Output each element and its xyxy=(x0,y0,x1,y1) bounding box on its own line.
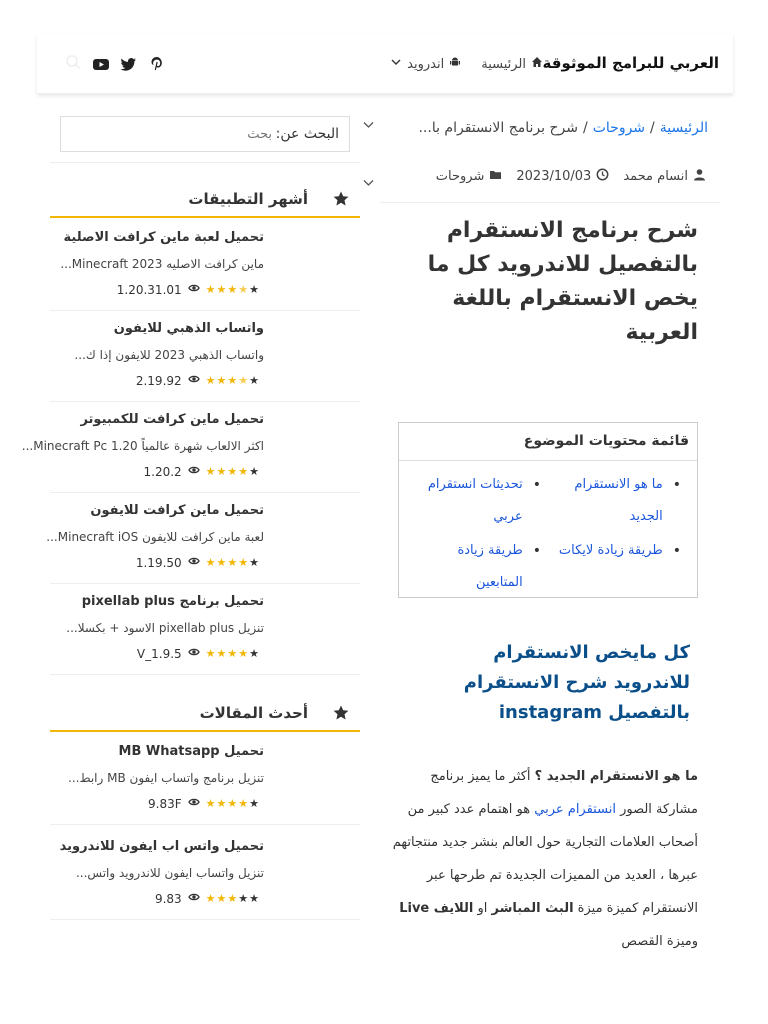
post-date-value: 2023/10/03 xyxy=(516,169,592,184)
app-title[interactable]: تحميل واتس اب ايفون للاندرويد xyxy=(59,839,264,854)
eye-icon xyxy=(188,796,200,811)
user-icon xyxy=(693,168,706,185)
search-label: البحث عن: xyxy=(275,126,339,142)
app-description: تنزيل برنامج واتساب ايفون MB رابط... xyxy=(68,771,264,785)
app-description: واتساب الذهبي 2023 للايفون إذا ك... xyxy=(74,348,264,362)
site-header xyxy=(37,34,733,94)
section-heading: كل مايخص الانستقرام للاندرويد شرح الانستقرام بالتفصيل instagram xyxy=(463,642,690,723)
twitter-icon[interactable] xyxy=(120,55,138,77)
list-item[interactable] xyxy=(50,311,360,402)
widget-title: أشهر التطبيقات xyxy=(188,190,308,208)
app-title[interactable]: تحميل ماين كرافت للكمبيوتر xyxy=(80,412,264,427)
clock-icon xyxy=(596,168,609,185)
breadcrumb-home[interactable]: الرئيسية xyxy=(659,120,708,136)
body-bold: اللايف Live xyxy=(399,901,474,916)
toc-item[interactable]: • تحديثات انستقرام عربي xyxy=(411,469,541,533)
site-title[interactable]: العربي للبرامج الموثوقة xyxy=(542,54,719,72)
youtube-icon[interactable] xyxy=(92,55,110,77)
app-version: 9.83 xyxy=(154,891,182,906)
app-rating-row xyxy=(144,464,261,479)
breadcrumb-separator: / xyxy=(650,120,655,136)
sidebar-search xyxy=(60,116,350,152)
list-item[interactable] xyxy=(50,734,360,825)
app-version: 2.19.92 xyxy=(135,373,182,388)
divider xyxy=(380,202,720,203)
app-title[interactable]: تحميل MB Whatsapp xyxy=(118,744,264,759)
toc-item-label: تحديثات انستقرام عربي xyxy=(427,477,523,524)
app-rating-row xyxy=(155,891,260,906)
app-version: V_1.9.5 xyxy=(136,646,182,661)
toc-item[interactable]: • طريقة زيادة لايكات xyxy=(551,535,681,599)
toc-item-label: طريقة زيادة لايكات xyxy=(558,543,663,558)
app-description: اكثر الالعاب شهرة عالمياً Minecraft Pc 1.20... xyxy=(21,439,264,453)
eye-icon xyxy=(188,891,200,906)
nav-android[interactable] xyxy=(390,56,461,72)
toc-item-label: طريقة زيادة المتابعين xyxy=(457,543,523,590)
post-category[interactable] xyxy=(436,168,503,185)
app-rating-row xyxy=(137,646,260,661)
breadcrumb xyxy=(378,120,708,136)
folder-icon xyxy=(489,168,502,185)
post-date xyxy=(516,168,609,185)
search-icon[interactable] xyxy=(65,54,81,74)
widget-title: أحدث المقالات xyxy=(199,704,308,722)
body-link[interactable]: انستقرام عربي xyxy=(534,802,616,817)
app-description: لعبة ماين كرافت للايفون Minecraft iOS... xyxy=(46,530,264,544)
search-input[interactable] xyxy=(67,121,272,147)
post-author[interactable] xyxy=(623,168,706,185)
eye-icon xyxy=(188,464,200,479)
nav-home[interactable] xyxy=(481,56,543,72)
eye-icon xyxy=(188,282,200,297)
app-title[interactable]: واتساب الذهبي للايفون xyxy=(113,321,264,336)
body-bold: البث المباشر xyxy=(491,901,574,916)
star-icon xyxy=(332,190,350,212)
home-icon xyxy=(531,56,543,72)
list-item[interactable] xyxy=(50,220,360,311)
chevron-down-icon[interactable] xyxy=(362,174,375,193)
app-description: ماين كرافت الاصليه Minecraft 2023... xyxy=(60,257,264,271)
app-title[interactable]: تحميل ماين كرافت للايفون xyxy=(90,503,264,518)
rating-stars: ★★★★★ xyxy=(205,892,260,905)
list-item[interactable] xyxy=(46,493,360,584)
rating-stars: ★★★★★ xyxy=(205,647,260,660)
app-rating-row xyxy=(148,796,260,811)
nav-home-label: الرئيسية xyxy=(481,56,526,72)
app-title[interactable]: تحميل لعبة ماين كرافت الاصلية xyxy=(63,230,264,245)
chevron-down-icon[interactable] xyxy=(362,116,375,135)
toc-title: قائمة محتويات الموضوع xyxy=(399,423,697,461)
post-meta xyxy=(436,168,706,185)
list-item[interactable] xyxy=(21,402,360,493)
toc-item[interactable]: • ما هو الانستقرام الجديد xyxy=(551,469,681,533)
toc-list xyxy=(411,469,681,599)
app-title[interactable]: تحميل برنامج pixellab plus xyxy=(81,594,264,609)
article-body: ما هو الانستقرام الجديد ؟ أكثر ما يميز برنامج مشاركة الصور انستقرام عربي هو اهتمام عدد كبير من أصحاب العلامات التجارية حول العالم بنشر جديد منتجاتهم عبرها ، العديد من المميزات الجديدة تم طرحها عبر الانستقرام كميزة ميزة البث المباشر او اللايف Live وميزة القصص xyxy=(392,769,698,949)
body-bold: ما هو الانستقرام الجديد ؟ xyxy=(534,769,698,784)
post-title: شرح برنامج الانستقرام بالتفصيل للاندرويد كل ما يخص الانستقرام باللغة العربية xyxy=(427,218,698,345)
eye-icon xyxy=(188,373,200,388)
app-description: تنزيل واتساب ايفون للاندرويد واتس... xyxy=(75,866,264,880)
star-icon xyxy=(332,704,350,726)
list-item[interactable] xyxy=(50,829,360,920)
app-rating-row xyxy=(117,282,260,297)
app-version: 1.19.50 xyxy=(135,555,182,570)
eye-icon xyxy=(188,555,200,570)
social-links xyxy=(92,55,166,77)
android-icon xyxy=(449,56,461,72)
app-version: 1.20.2 xyxy=(143,464,182,479)
eye-icon xyxy=(188,646,200,661)
app-rating-row xyxy=(136,373,260,388)
rating-stars: ★★★★★ xyxy=(205,465,260,478)
nav-android-label: اندرويد xyxy=(407,56,445,72)
popular-apps-heading xyxy=(50,184,360,218)
app-version: 9.83F xyxy=(148,796,182,811)
breadcrumb-separator: / xyxy=(583,120,588,136)
breadcrumb-category[interactable]: شروحات xyxy=(592,120,646,136)
rating-stars: ★★★★★ xyxy=(205,797,260,810)
rating-stars: ★★★★★ xyxy=(205,283,260,296)
app-description: تنزيل pixellab plus الاسود + بكسلا... xyxy=(66,621,264,635)
rating-stars: ★★★★★ xyxy=(205,374,260,387)
pinterest-icon[interactable] xyxy=(148,55,166,77)
app-rating-row xyxy=(136,555,260,570)
post-category-label: شروحات xyxy=(435,169,485,184)
app-version: 1.20.31.01 xyxy=(116,282,182,297)
toc-item-label: ما هو الانستقرام الجديد xyxy=(574,477,663,524)
divider xyxy=(50,162,360,163)
breadcrumb-current: شرح برنامج الانستقرام با... xyxy=(418,120,578,136)
list-item[interactable] xyxy=(50,584,360,675)
rating-stars: ★★★★★ xyxy=(205,556,260,569)
latest-articles-heading xyxy=(50,698,360,732)
table-of-contents xyxy=(398,422,698,598)
toc-item[interactable]: • طريقة زيادة المتابعين xyxy=(411,535,541,599)
chevron-down-icon xyxy=(390,56,402,72)
main-nav xyxy=(376,56,543,72)
post-author-name: انسام محمد xyxy=(623,169,688,184)
